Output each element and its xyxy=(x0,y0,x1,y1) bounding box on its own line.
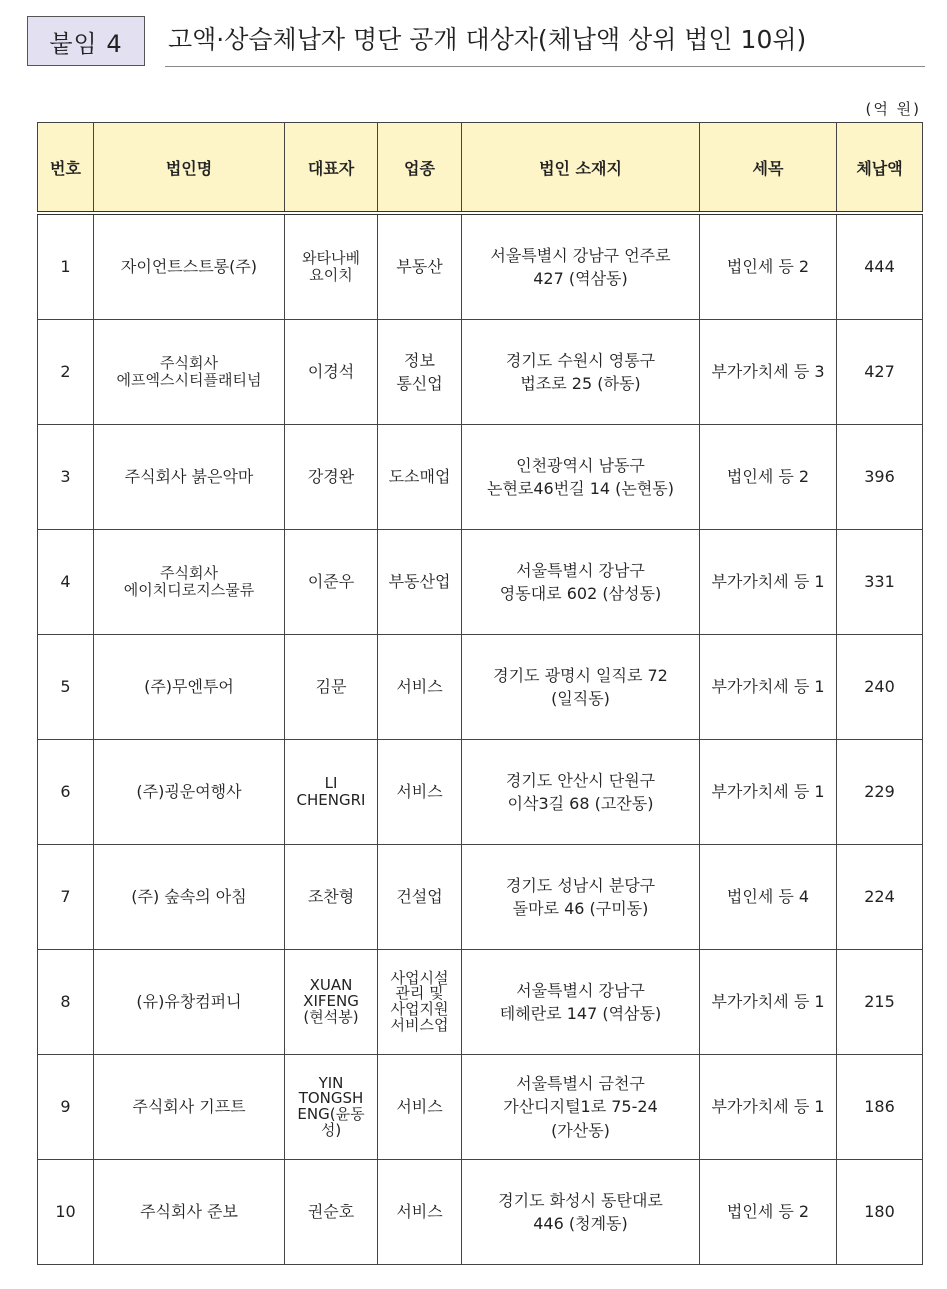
industry-line: 정보 xyxy=(404,350,435,370)
corporation-address-line: 서울특별시 강남구 xyxy=(516,980,645,1000)
representative-name xyxy=(285,635,378,740)
corporation-address-line: 인천광역시 남동구 xyxy=(516,455,645,475)
row-number: 5 xyxy=(38,635,94,740)
column-header-industry: 업종 xyxy=(378,123,462,214)
representative-name xyxy=(285,320,378,425)
column-header-address: 법인 소재지 xyxy=(462,123,700,214)
industry-line: 서비스 xyxy=(396,1097,443,1117)
representative-name-line: 조찬형 xyxy=(307,887,355,907)
table-row xyxy=(38,740,923,845)
representative-name xyxy=(285,740,378,845)
corporation-address-line: 테헤란로 147 (역삼동) xyxy=(499,1004,662,1023)
table-row xyxy=(38,950,923,1055)
industry-line: 부동산 xyxy=(396,257,443,277)
corporation-address xyxy=(462,320,700,425)
corporation-name-line: 에프엑스시티플래티넘 xyxy=(116,371,262,389)
industry xyxy=(378,845,462,950)
industry xyxy=(378,530,462,635)
corporation-address-line: 논현로46번길 14 (논현동) xyxy=(486,479,675,498)
industry xyxy=(378,213,462,320)
corporation-address xyxy=(462,740,700,845)
corporation-name-line: 주식회사 xyxy=(160,353,218,372)
industry-line: 서비스 xyxy=(396,677,443,697)
industry-line: 서비스업 xyxy=(390,1015,449,1034)
table-row xyxy=(38,1055,923,1160)
corporation-address xyxy=(462,1055,700,1160)
industry-line: 통신업 xyxy=(396,374,443,393)
tax-item: 법인세 등 4 xyxy=(700,845,837,950)
corporation-address-line: 가산디지털1로 75-24 xyxy=(503,1097,658,1117)
page-title: 고액·상습체납자 명단 공개 대상자(체납액 상위 법인 10위) xyxy=(168,25,807,54)
corporation-name-line: (주) 숲속의 아침 xyxy=(131,887,247,907)
table-row xyxy=(38,635,923,740)
row-number: 2 xyxy=(38,320,94,425)
tax-item: 법인세 등 2 xyxy=(700,425,837,530)
industry xyxy=(378,320,462,425)
corporation-address-line: (가산동) xyxy=(551,1120,610,1140)
tax-item: 부가가치세 등 1 xyxy=(700,740,837,845)
row-number: 3 xyxy=(38,425,94,530)
corporation-name-line: 주식회사 붉은악마 xyxy=(124,467,254,487)
industry-line: 부동산업 xyxy=(388,572,451,592)
representative-name xyxy=(285,425,378,530)
corporation-address-line: 경기도 화성시 동탄대로 xyxy=(498,1190,663,1210)
row-number: 7 xyxy=(38,845,94,950)
corporation-name-line: (유)유창컴퍼니 xyxy=(136,992,242,1012)
table-header-row xyxy=(38,123,923,214)
industry-line: 관리 및 xyxy=(395,984,444,1003)
delinquent-amount: 427 xyxy=(837,320,923,425)
corporation-name xyxy=(94,635,285,740)
representative-name-line: 성) xyxy=(320,1120,342,1139)
representative-name-line: XIFENG xyxy=(303,992,359,1011)
representative-name xyxy=(285,1055,378,1160)
row-number: 9 xyxy=(38,1055,94,1160)
corporation-address-line: 427 (역삼동) xyxy=(533,269,628,288)
table-row xyxy=(38,1160,923,1265)
corporation-name-line: 주식회사 기프트 xyxy=(132,1097,246,1117)
tax-item: 부가가치세 등 1 xyxy=(700,530,837,635)
corporation-name xyxy=(94,213,285,320)
corporation-address-line: 경기도 수원시 영통구 xyxy=(505,350,656,370)
corporation-name xyxy=(94,950,285,1055)
corporation-address-line: 경기도 광명시 일직로 72 xyxy=(493,665,668,685)
industry-line: 사업지원 xyxy=(390,1000,449,1018)
representative-name xyxy=(285,845,378,950)
corporation-name xyxy=(94,1160,285,1265)
corporation-address-line: 경기도 성남시 분당구 xyxy=(505,875,656,895)
delinquent-amount: 396 xyxy=(837,425,923,530)
tax-item: 부가가치세 등 1 xyxy=(700,950,837,1055)
delinquent-amount: 215 xyxy=(837,950,923,1055)
representative-name-line: YIN xyxy=(318,1073,344,1092)
delinquent-amount: 186 xyxy=(837,1055,923,1160)
representative-name-line: 김문 xyxy=(315,677,347,697)
delinquent-amount: 240 xyxy=(837,635,923,740)
representative-name xyxy=(285,950,378,1055)
industry xyxy=(378,1055,462,1160)
delinquent-amount: 331 xyxy=(837,530,923,635)
title-underline xyxy=(165,66,925,67)
representative-name xyxy=(285,1160,378,1265)
representative-name-line: CHENGRI xyxy=(296,791,366,809)
corporation-name-line: (주)무엔투어 xyxy=(144,677,234,697)
corporation-address xyxy=(462,1160,700,1265)
table-row xyxy=(38,425,923,530)
industry xyxy=(378,425,462,530)
row-number: 4 xyxy=(38,530,94,635)
corporation-name xyxy=(94,530,285,635)
table-row xyxy=(38,320,923,425)
tax-item: 법인세 등 2 xyxy=(700,1160,837,1265)
tax-item: 법인세 등 2 xyxy=(700,213,837,320)
representative-name xyxy=(285,530,378,635)
table-row xyxy=(38,845,923,950)
table-row xyxy=(38,213,923,320)
row-number: 1 xyxy=(38,213,94,320)
tax-item: 부가가치세 등 3 xyxy=(700,320,837,425)
column-header-tax: 세목 xyxy=(700,123,837,214)
corporation-address-line: 법조로 25 (하동) xyxy=(520,374,641,393)
representative-name-line: 강경완 xyxy=(307,467,355,487)
corporation-address xyxy=(462,845,700,950)
corporation-name-line: 주식회사 준보 xyxy=(140,1202,238,1222)
industry xyxy=(378,950,462,1055)
corporation-name xyxy=(94,425,285,530)
representative-name-line: ENG(윤동 xyxy=(297,1105,365,1123)
representative-name-line: 요이치 xyxy=(309,266,353,284)
row-number: 10 xyxy=(38,1160,94,1265)
column-header-name: 법인명 xyxy=(94,123,285,214)
corporation-name xyxy=(94,1055,285,1160)
representative-name-line: TONGSH xyxy=(298,1089,364,1108)
corporation-name-line: (주)굉운여행사 xyxy=(136,782,242,802)
corporation-address-line: 이삭3길 68 (고잔동) xyxy=(507,794,654,813)
representative-name-line: XUAN xyxy=(309,976,353,995)
industry-line: 서비스 xyxy=(396,782,443,802)
delinquent-amount: 229 xyxy=(837,740,923,845)
column-header-no: 번호 xyxy=(38,123,94,214)
column-header-rep: 대표자 xyxy=(285,123,378,214)
industry xyxy=(378,740,462,845)
representative-name-line: (현석봉) xyxy=(303,1007,359,1026)
representative-name xyxy=(285,213,378,320)
industry-line: 건설업 xyxy=(396,887,443,907)
table-row xyxy=(38,530,923,635)
industry-line: 서비스 xyxy=(396,1202,443,1222)
representative-name-line: 권순호 xyxy=(307,1202,355,1222)
delinquent-amount: 224 xyxy=(837,845,923,950)
corporation-address-line: 돌마로 46 (구미동) xyxy=(512,899,649,918)
industry-line: 도소매업 xyxy=(388,467,451,487)
delinquent-amount: 180 xyxy=(837,1160,923,1265)
representative-name-line: 이준우 xyxy=(307,572,355,592)
column-header-amount: 체납액 xyxy=(837,123,923,214)
corporation-address-line: 경기도 안산시 단원구 xyxy=(505,770,656,790)
delinquent-amount: 444 xyxy=(837,213,923,320)
tax-item: 부가가치세 등 1 xyxy=(700,1055,837,1160)
representative-name-line: 이경석 xyxy=(307,362,355,382)
corporation-address-line: 서울특별시 금천구 xyxy=(516,1074,645,1094)
delinquent-corporations-table xyxy=(37,122,923,1265)
corporation-address xyxy=(462,213,700,320)
representative-name-line: 와타나베 xyxy=(302,248,360,267)
attachment-badge: 붙임 4 xyxy=(27,16,145,66)
corporation-name xyxy=(94,320,285,425)
corporation-address xyxy=(462,950,700,1055)
representative-name-line: LI xyxy=(324,773,338,792)
corporation-name-line: 자이언트스트롱(주) xyxy=(120,257,258,277)
corporation-name-line: 주식회사 xyxy=(160,563,218,582)
corporation-address-line: 영동대로 602 (삼성동) xyxy=(499,584,662,603)
unit-label: (억 원) xyxy=(865,100,921,118)
industry-line: 사업시설 xyxy=(390,968,449,987)
corporation-name xyxy=(94,845,285,950)
row-number: 6 xyxy=(38,740,94,845)
corporation-address-line: 서울특별시 강남구 언주로 xyxy=(490,245,671,265)
industry xyxy=(378,635,462,740)
corporation-address-line: (일직동) xyxy=(551,689,610,708)
corporation-address-line: 446 (청계동) xyxy=(533,1214,628,1233)
row-number: 8 xyxy=(38,950,94,1055)
industry xyxy=(378,1160,462,1265)
corporation-address-line: 서울특별시 강남구 xyxy=(516,560,645,580)
corporation-name-line: 에이치디로지스물류 xyxy=(123,581,255,599)
tax-item: 부가가치세 등 1 xyxy=(700,635,837,740)
corporation-address xyxy=(462,635,700,740)
corporation-address xyxy=(462,425,700,530)
corporation-name xyxy=(94,740,285,845)
corporation-address xyxy=(462,530,700,635)
